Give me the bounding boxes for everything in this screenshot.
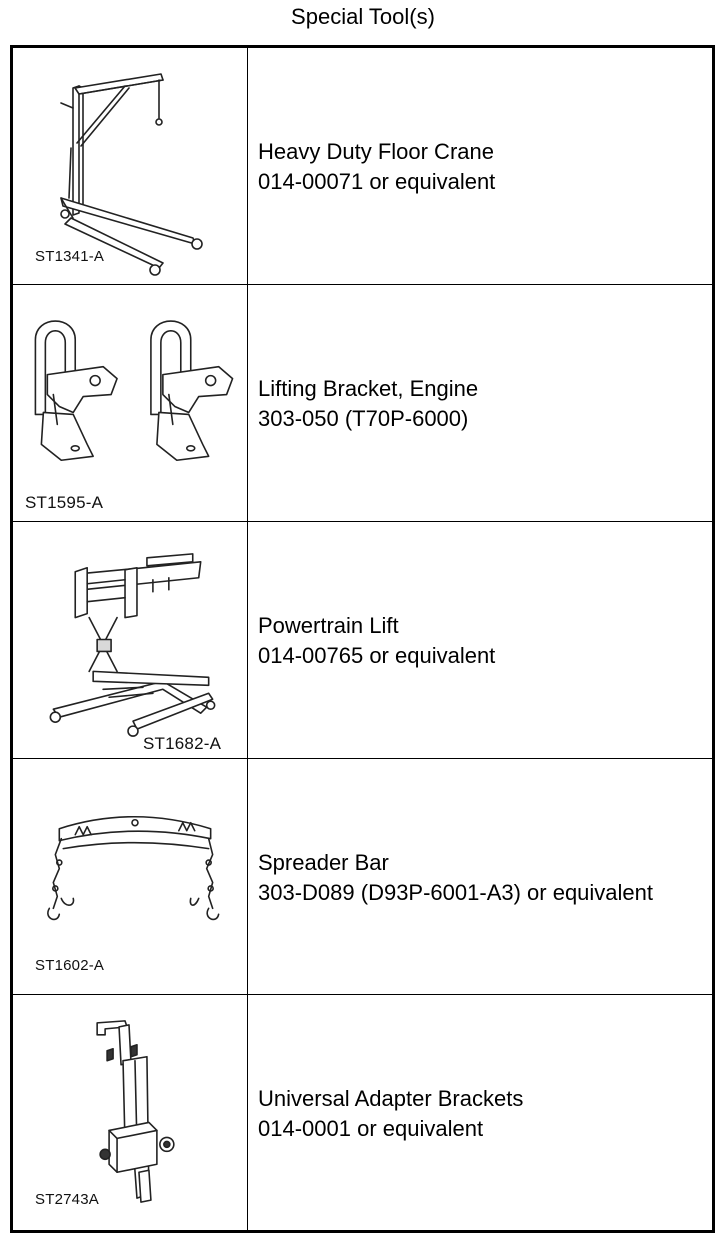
tool-description: [258, 611, 495, 671]
tool-row-floor-crane: [13, 48, 712, 284]
tool-description: [258, 1084, 523, 1144]
tool-row-spreader-bar: [13, 758, 712, 994]
adapter-bracket-illustration: [13, 995, 248, 1230]
lifting-bracket-illustration: [13, 285, 248, 521]
tool-row-adapter-brackets: [13, 994, 712, 1230]
lifting-bracket-icon: [13, 285, 248, 521]
tool-row-powertrain-lift: [13, 521, 712, 758]
spreader-bar-illustration: [13, 759, 248, 994]
tool-code: ST1602-A: [35, 957, 105, 974]
tool-name: Lifting Bracket, Engine: [258, 376, 479, 401]
tool-name: Spreader Bar: [258, 850, 389, 875]
tool-code: ST2743A: [35, 1191, 99, 1208]
page-title: Special Tool(s): [291, 4, 435, 29]
special-tools-table: [10, 45, 715, 1233]
tool-code: ST1595-A: [25, 493, 104, 512]
powertrain-lift-icon: [13, 522, 248, 758]
tool-description: [258, 374, 478, 434]
tool-part-number: 303-050 (T70P-6000): [258, 406, 469, 431]
floor-crane-illustration: [13, 48, 248, 284]
powertrain-lift-illustration: [13, 522, 248, 758]
tool-name: Heavy Duty Floor Crane: [258, 139, 494, 164]
tool-code: ST1682-A: [143, 734, 222, 753]
tool-part-number: 014-00071 or equivalent: [258, 169, 496, 194]
tool-description: [258, 848, 653, 908]
tool-part-number: 014-0001 or equivalent: [258, 1116, 484, 1141]
tool-part-number: 014-00765 or equivalent: [258, 643, 496, 668]
tool-code: ST1341-A: [35, 248, 105, 265]
tool-part-number: 303-D089 (D93P-6001-A3) or equivalent: [258, 880, 654, 905]
tool-description: [258, 137, 495, 197]
tool-row-lifting-bracket: [13, 284, 712, 521]
tool-name: Powertrain Lift: [258, 613, 399, 638]
tool-name: Universal Adapter Brackets: [258, 1086, 524, 1111]
